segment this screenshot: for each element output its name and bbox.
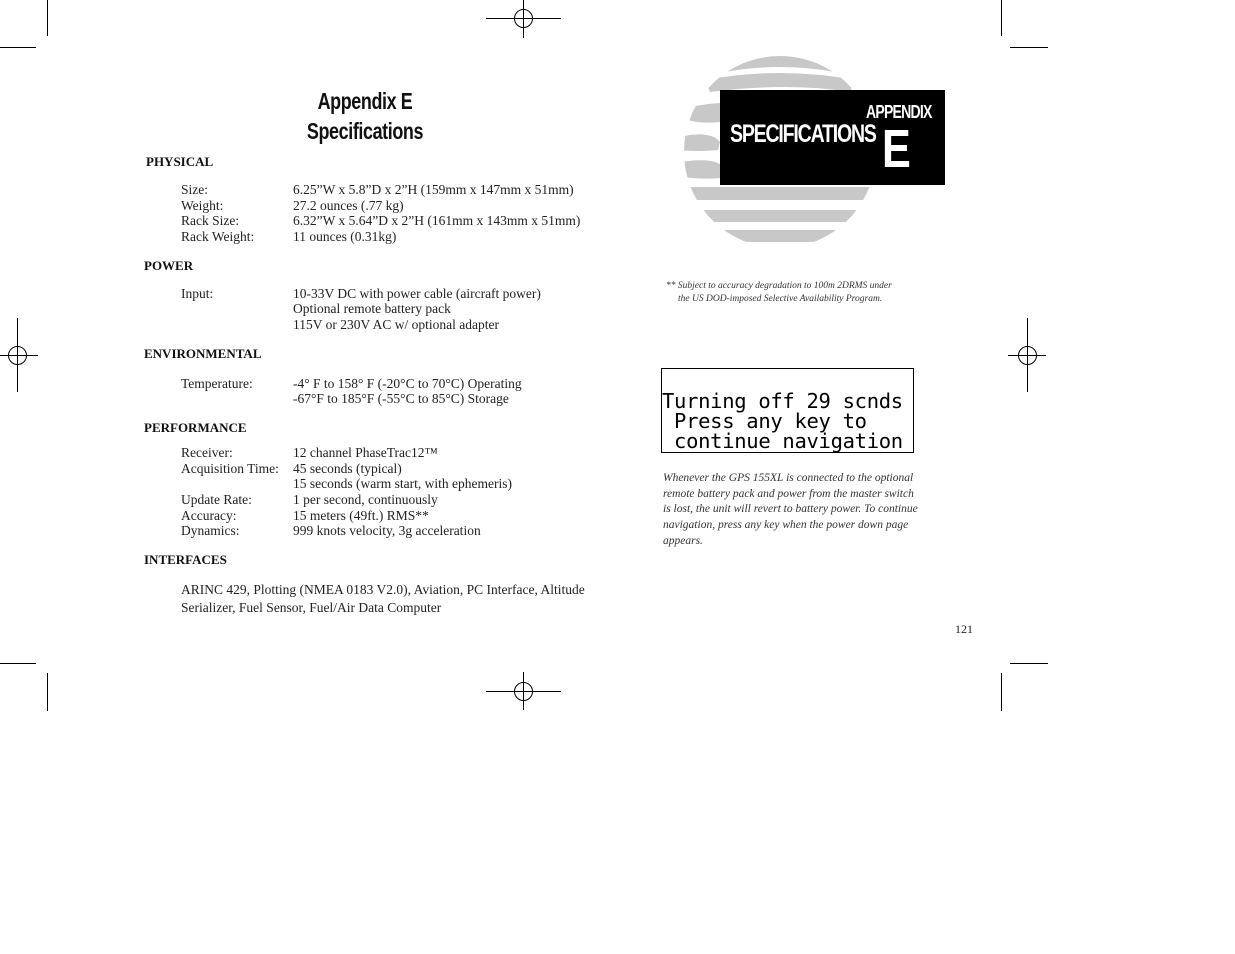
spec-value: 15 seconds (warm start, with ephemeris)	[293, 476, 512, 491]
lcd-screen	[661, 368, 914, 453]
spec-value: Optional remote battery pack	[293, 301, 451, 316]
spec-label: Input:	[181, 286, 214, 301]
footnote	[666, 280, 926, 306]
spec-value: 45 seconds (typical)	[293, 461, 402, 476]
spec-label: Dynamics:	[181, 523, 240, 538]
spec-label: Receiver:	[181, 445, 233, 460]
spec-value: 27.2 ounces (.77 kg)	[293, 198, 404, 213]
section-heading-performance: PERFORMANCE	[144, 420, 247, 435]
spec-value: 10-33V DC with power cable (aircraft power)	[293, 286, 541, 301]
lcd-line-1: Turning off 29 scnds	[662, 389, 903, 413]
section-heading-interfaces: INTERFACES	[144, 552, 227, 567]
spec-label: Update Rate:	[181, 492, 252, 507]
lcd-line-3: continue navigation	[662, 429, 903, 453]
spec-value: -67°F to 185°F (-55°C to 85°C) Storage	[293, 391, 509, 406]
tab-specifications-label: SPECIFICATIONS	[730, 120, 876, 148]
appendix-tab	[720, 90, 945, 185]
page-title-line2: Specifications	[306, 118, 424, 144]
spec-value: 15 meters (49ft.) RMS**	[293, 508, 429, 523]
section-heading-environmental: ENVIRONMENTAL	[144, 346, 262, 361]
spec-value: -4° F to 158° F (-20°C to 70°C) Operating	[293, 376, 522, 391]
spec-value: 1 per second, continuously	[293, 492, 438, 507]
section-heading-power: POWER	[144, 258, 194, 273]
spec-value: 999 knots velocity, 3g acceleration	[293, 523, 481, 538]
spec-value: 11 ounces (0.31kg)	[293, 229, 397, 244]
spec-value: 6.32”W x 5.64”D x 2”H (161mm x 143mm x 51mm)	[293, 213, 581, 228]
spec-value: 115V or 230V AC w/ optional adapter	[293, 317, 499, 332]
spec-label: Weight:	[181, 198, 224, 213]
tab-appendix-label: APPENDIX	[866, 102, 932, 122]
footnote-line1: ** Subject to accuracy degradation to 100m 2DRMS under	[666, 281, 892, 291]
spec-label: Rack Weight:	[181, 229, 255, 244]
spec-label: Temperature:	[181, 376, 253, 391]
spec-label: Rack Size:	[181, 213, 240, 228]
page-number: 121	[955, 622, 973, 636]
spec-label: Accuracy:	[181, 508, 237, 523]
spec-value: 6.25”W x 5.8”D x 2”H (159mm x 147mm x 51mm)	[293, 182, 574, 197]
page-title-line1: Appendix E	[317, 88, 413, 114]
section-heading-physical: PHYSICAL	[146, 154, 214, 169]
spec-value: 12 channel PhaseTrac12™	[293, 445, 438, 460]
lcd-line-2: Press any key to	[662, 409, 867, 433]
interfaces-text: ARINC 429, Plotting (NMEA 0183 V2.0), Aviation, PC Interface, Altitude Serializer, Fuel Sensor, Fuel/Air Data Computer	[181, 582, 585, 615]
tab-appendix-letter: E	[882, 119, 911, 179]
spec-label: Acquisition Time:	[181, 461, 279, 476]
caption-text: Whenever the GPS 155XL is connected to the optional remote battery pack and power from the master switch is lost, the unit will revert to battery power. To continue navigation, press any key when the power down page appears.	[663, 472, 918, 547]
footnote-line2: the US DOD-imposed Selective Availability Program.	[678, 294, 883, 304]
spec-label: Size:	[181, 182, 208, 197]
